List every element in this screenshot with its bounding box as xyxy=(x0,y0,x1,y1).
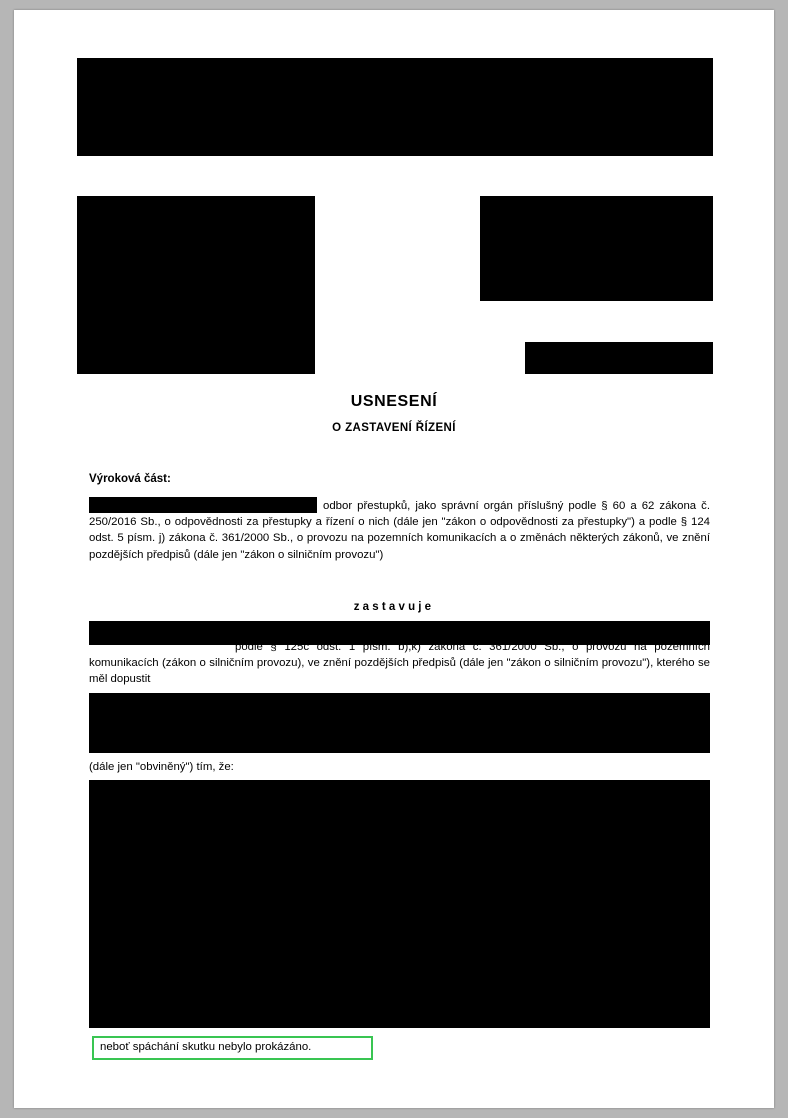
section-label-verdict: Výroková část: xyxy=(89,473,171,485)
redaction-header-block-1 xyxy=(77,58,713,156)
redaction-header-block-2 xyxy=(77,196,315,374)
redaction-block-act-description xyxy=(89,780,710,1028)
conclusion-text: neboť spáchání skutku nebylo prokázáno. xyxy=(100,1041,312,1053)
paragraph-offence: podle § 125c odst. 1 písm. b),k) zákona č. 361/2000 Sb., o provozu na pozemních komunikacích (zákon o silničním provozu), ve znění pozdějších předpisů (dále jen "zákon o silničním provozu"), kterého se měl dopustit xyxy=(89,641,710,686)
decision-word: zastavuje xyxy=(353,601,435,613)
paragraph-accused: (dále jen "obviněný") tím, že: xyxy=(89,761,234,773)
redaction-inline-authority xyxy=(89,497,317,513)
redaction-header-block-3 xyxy=(480,196,713,301)
document-page xyxy=(14,10,774,1108)
redaction-header-block-4 xyxy=(525,342,713,374)
redaction-block-offence-detail xyxy=(89,693,710,753)
document-subtitle: O ZASTAVENÍ ŘÍZENÍ xyxy=(332,422,456,434)
document-body xyxy=(14,10,774,1108)
document-title: USNESENÍ xyxy=(350,393,438,410)
paragraph-authority: odbor přestupků, jako správní orgán příslušný podle § 60 a 62 zákona č. 250/2016 Sb., o odpovědnosti za přestupky a řízení o nich (dále jen "zákon o odpovědnosti za přestupky") a podle § 124 odst. 5 písm. j) zákona č. 361/2000 Sb., o provozu na pozemních komunikacích a o změnách některých zákonů, ve znění pozdějších předpisů (dále jen "zákon o silničním provozu") xyxy=(89,500,710,561)
